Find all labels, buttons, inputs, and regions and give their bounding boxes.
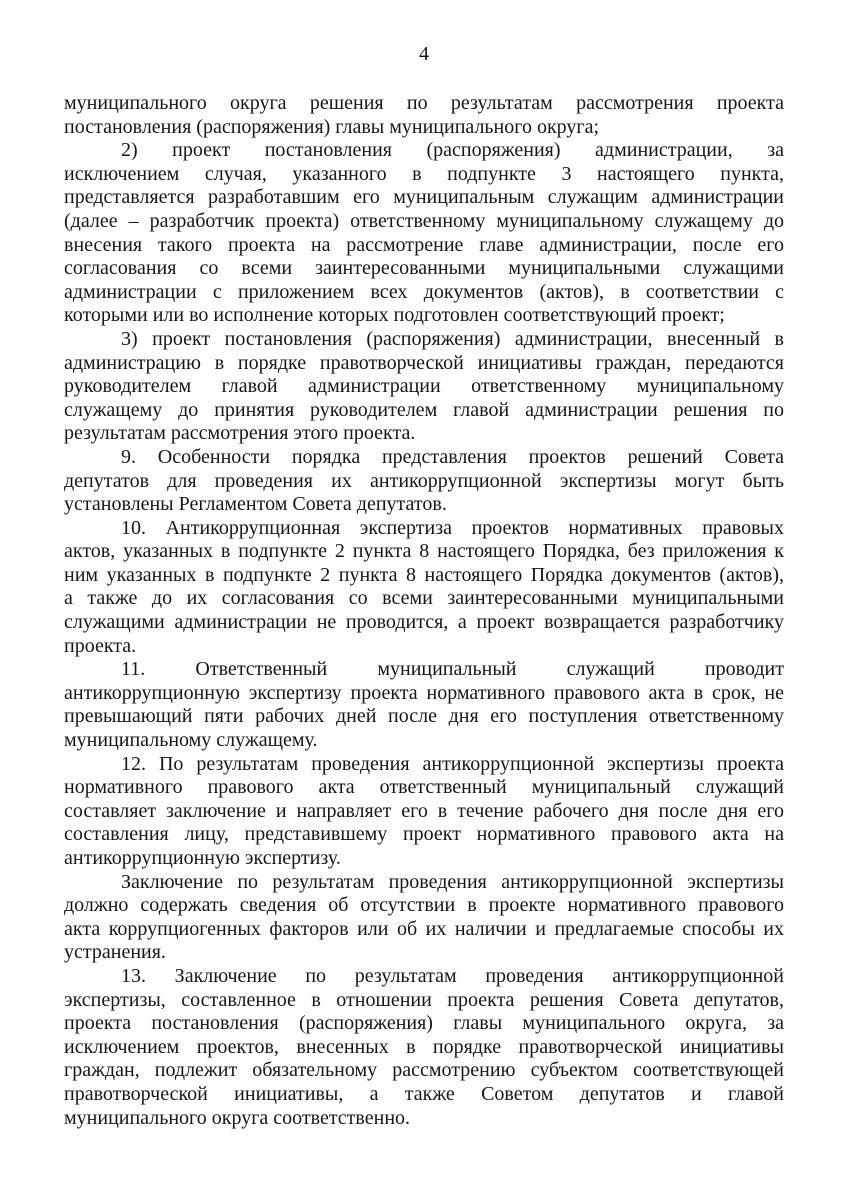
- text-line: руководителем главой администрации ответственному муниципальному: [64, 375, 784, 398]
- text-line: проекта постановления (распоряжения) главы муниципального округа, за: [64, 1012, 784, 1035]
- text-line: 10. Антикоррупционная экспертиза проектов нормативных правовых: [121, 516, 784, 539]
- text-line: 12. По результатам проведения антикоррупционной экспертизы проекта: [121, 752, 784, 775]
- text-line: составляет заключение и направляет его в течение рабочего дня после дня его: [64, 799, 784, 822]
- page-number: 4: [419, 43, 429, 65]
- text-line: антикоррупционную экспертизу.: [64, 847, 341, 869]
- text-line: (далее – разработчик проекта) ответственному муниципальному служащему до: [64, 209, 784, 232]
- text-line: служащими администрации не проводится, а проект возвращается разработчику: [64, 611, 784, 634]
- text-line: ним указанных в подпункте 2 пункта 8 настоящего Порядка документов (актов),: [64, 563, 784, 586]
- text-line: 13. Заключение по результатам проведения антикоррупционной: [121, 964, 784, 987]
- text-line: 3) проект постановления (распоряжения) администрации, внесенный в: [121, 327, 784, 350]
- text-line: депутатов для проведения их антикоррупционной экспертизы могут быть: [64, 469, 784, 492]
- paragraph: [64, 328, 784, 446]
- paragraph: [64, 871, 784, 965]
- text-line: превышающий пяти рабочих дней после дня его поступления ответственному: [64, 705, 784, 728]
- text-line: правотворческой инициативы, а также Советом депутатов и главой: [64, 1082, 784, 1105]
- text-line: внесения такого проекта на рассмотрение главе администрации, после его: [64, 233, 784, 256]
- text-line: служащему до принятия руководителем главой администрации решения по: [64, 398, 784, 421]
- text-line: 11. Ответственный муниципальный служащий проводит: [121, 658, 784, 681]
- text-line: а также до их согласования со всеми заинтересованными муниципальными: [64, 587, 784, 610]
- paragraph: [64, 517, 784, 659]
- text-line: Заключение по результатам проведения антикоррупционной экспертизы: [121, 870, 784, 893]
- paragraph: [64, 658, 784, 752]
- text-line: экспертизы, составленное в отношении проекта решения Совета депутатов,: [64, 988, 784, 1011]
- text-line: актов, указанных в подпункте 2 пункта 8 настоящего Порядка, без приложения к: [64, 540, 784, 563]
- text-line: которыми или во исполнение которых подготовлен соответствующий проект;: [64, 304, 725, 327]
- paragraph: [64, 753, 784, 871]
- text-line: муниципальному служащему.: [64, 729, 318, 752]
- text-line: антикоррупционную экспертизу проекта нормативного правового акта в срок, не: [64, 681, 784, 704]
- paragraph: [64, 92, 784, 139]
- text-line: постановления (распоряжения) главы муниципального округа;: [64, 115, 600, 138]
- document-body: [64, 92, 784, 1130]
- text-line: 2) проект постановления (распоряжения) администрации, за: [121, 139, 784, 162]
- paragraph: [64, 446, 784, 517]
- page-header: [0, 0, 848, 66]
- text-line: муниципального округа решения по результатам рассмотрения проекта: [64, 92, 784, 114]
- text-line: граждан, подлежит обязательному рассмотрению субъектом соответствующей: [64, 1059, 784, 1082]
- text-line: муниципального округа соответственно.: [64, 1106, 411, 1129]
- text-line: установлены Регламентом Совета депутатов.: [64, 493, 447, 516]
- text-line: устранения.: [64, 941, 166, 964]
- paragraph: [64, 139, 784, 328]
- text-line: составления лицу, представившему проект нормативного правового акта на: [64, 823, 784, 846]
- text-line: акта коррупциогенных факторов или об их наличии и предлагаемые способы их: [64, 917, 784, 940]
- text-line: должно содержать сведения об отсутствии в проекте нормативного правового: [64, 894, 784, 917]
- text-line: исключением проектов, внесенных в порядке правотворческой инициативы: [64, 1035, 784, 1058]
- text-line: администрацию в порядке правотворческой инициативы граждан, передаются: [64, 351, 784, 374]
- text-line: исключением случая, указанного в подпункте 3 настоящего пункта,: [64, 162, 784, 185]
- text-line: результатам рассмотрения этого проекта.: [64, 422, 416, 445]
- text-line: администрации с приложением всех документов (актов), в соответствии с: [64, 280, 784, 303]
- text-line: представляется разработавшим его муниципальным служащим администрации: [64, 186, 784, 209]
- text-line: нормативного правового акта ответственный муниципальный служащий: [64, 776, 784, 799]
- text-line: согласования со всеми заинтересованными муниципальными служащими: [64, 257, 784, 280]
- text-line: проекта.: [64, 634, 137, 657]
- paragraph: [64, 965, 784, 1130]
- text-line: 9. Особенности порядка представления проектов решений Совета: [121, 445, 784, 468]
